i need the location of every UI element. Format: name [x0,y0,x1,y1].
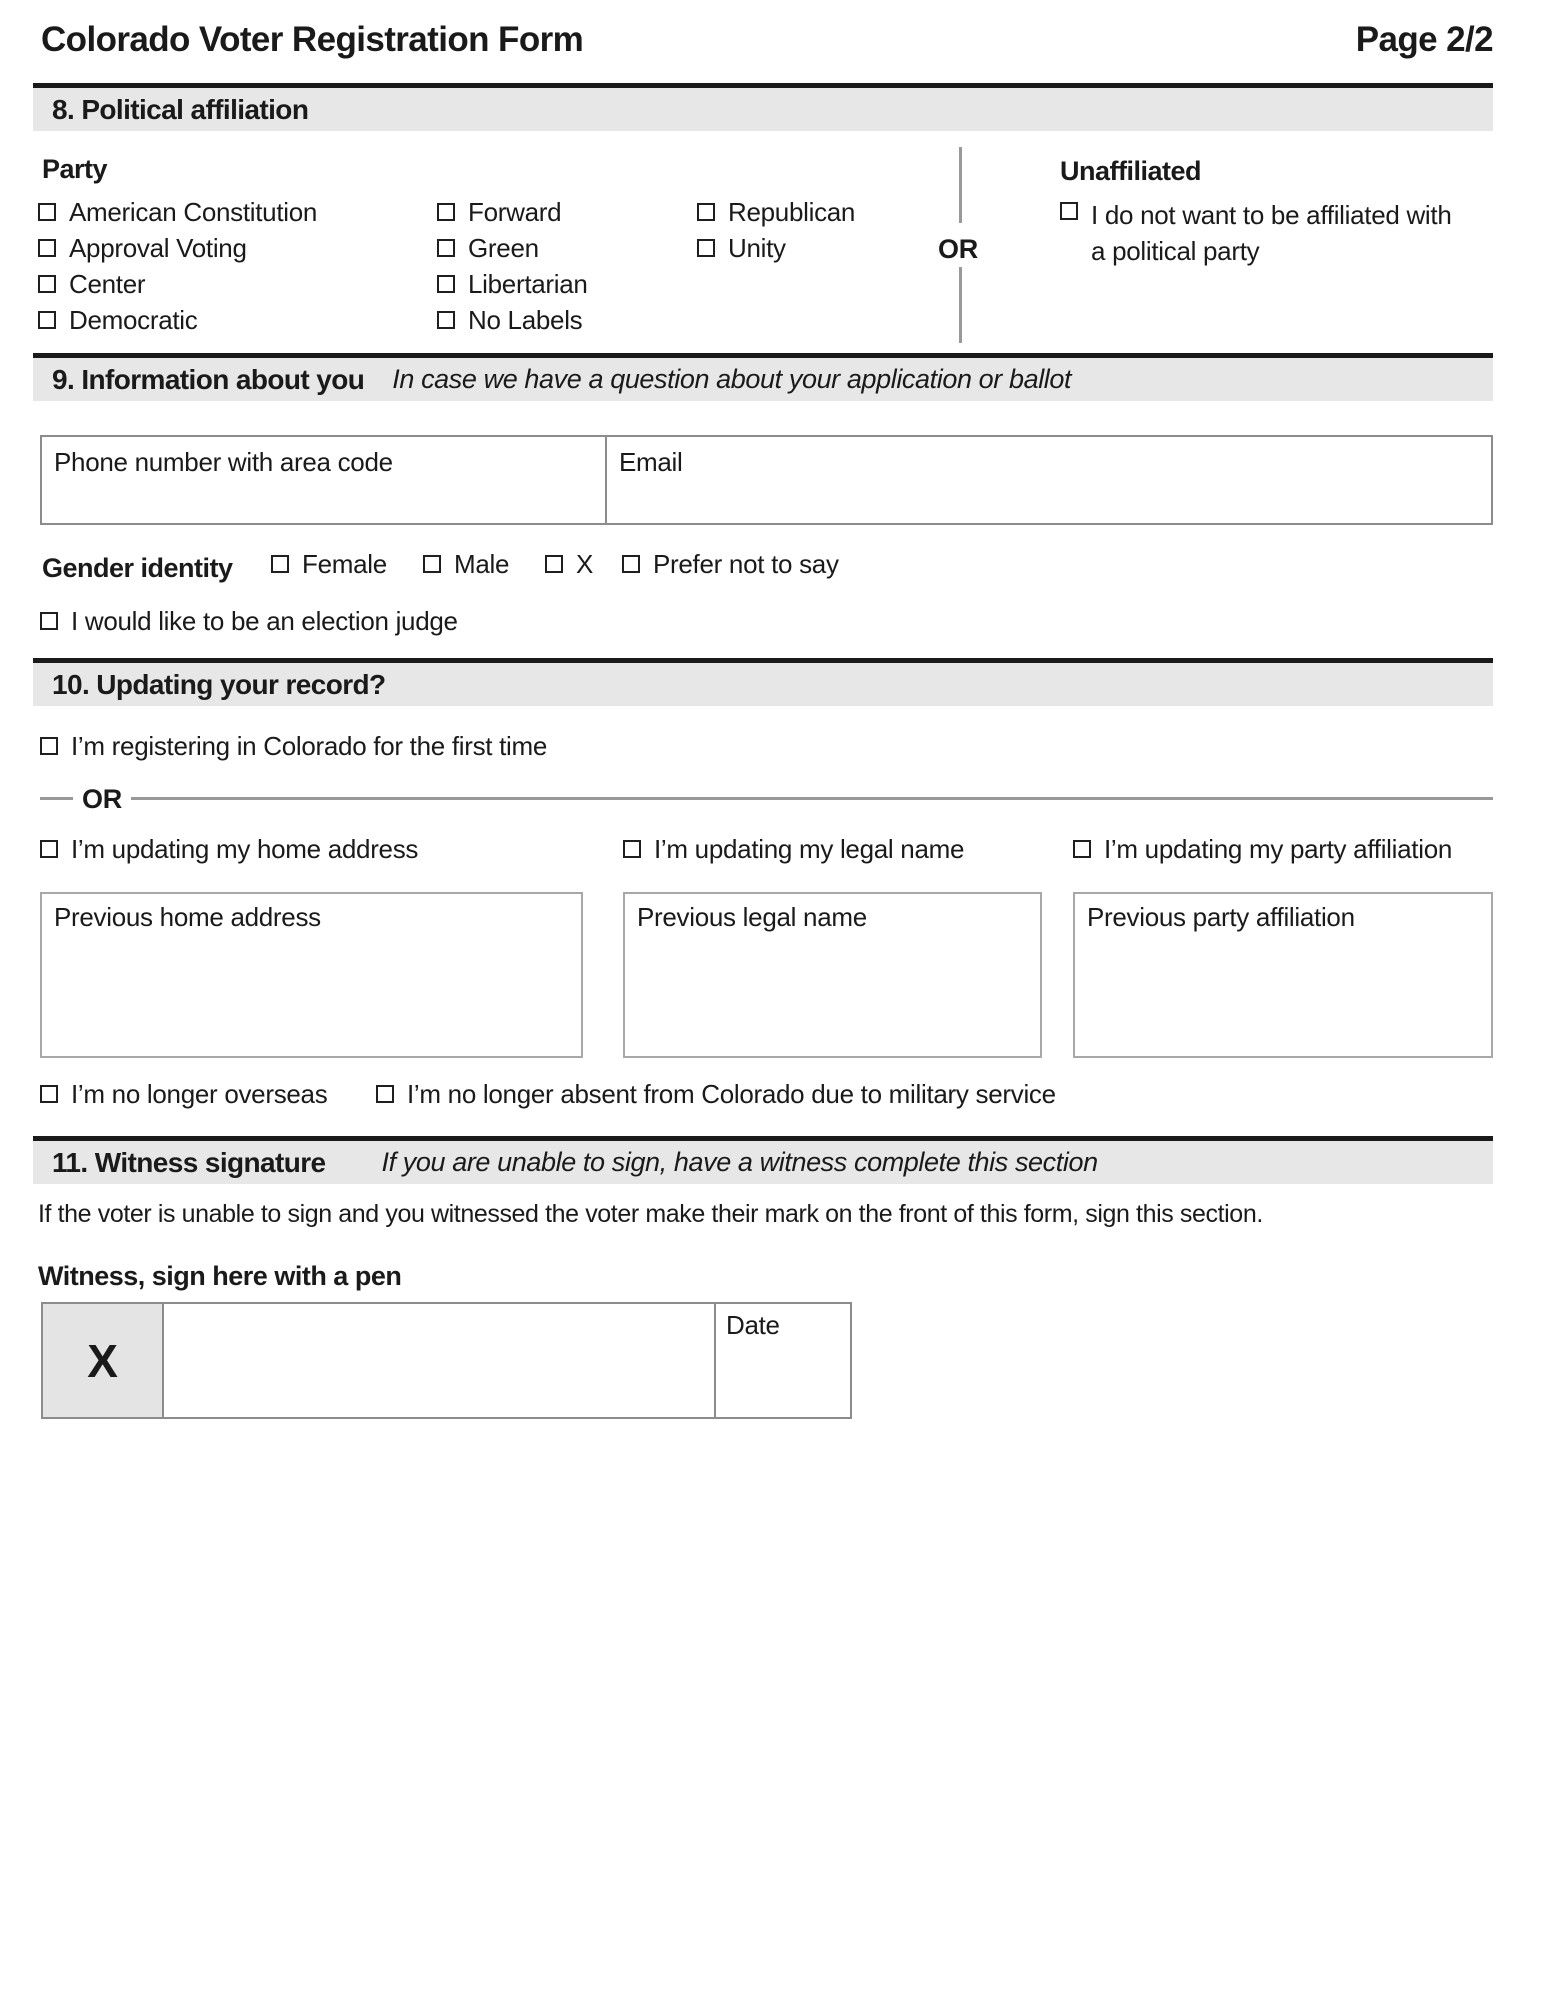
checkbox[interactable] [38,239,56,257]
no-longer-absent-military-option[interactable]: I’m no longer absent from Colorado due to military service [376,1081,1056,1107]
gender-identity-label: Gender identity [42,553,233,583]
section8-title: 8. Political affiliation [52,93,309,125]
checkbox[interactable] [271,555,289,573]
witness-signature-field[interactable] [164,1304,714,1417]
update-home-address-option[interactable]: I’m updating my home address [40,836,418,862]
witness-sign-label: Witness, sign here with a pen [38,1261,402,1291]
witness-instructions: If the voter is unable to sign and you witnessed the voter make their mark on the front of this form, sign this section. [38,1200,1263,1228]
first-time-option[interactable]: I’m registering in Colorado for the first time [40,733,547,759]
previous-party-affiliation-field[interactable] [1073,892,1493,1058]
checkbox[interactable] [622,555,640,573]
section10-header [33,663,1493,706]
previous-home-address-field[interactable] [40,892,583,1058]
update-party-affiliation-option[interactable]: I’m updating my party affiliation [1073,836,1452,862]
checkbox[interactable] [437,239,455,257]
party-option-approval-voting[interactable]: Approval Voting [38,235,247,261]
or-vertical-rule-top [959,147,962,223]
party-option-democratic[interactable]: Democratic [38,307,197,333]
checkbox[interactable] [623,840,641,858]
witness-date-field[interactable] [714,1304,850,1417]
phone-field[interactable] [42,437,605,523]
checkbox[interactable] [437,311,455,329]
checkbox[interactable] [38,203,56,221]
date-label: Date [726,1310,780,1340]
contact-fields [40,435,1493,525]
signature-x-mark: X [43,1304,164,1417]
update-or-label: OR [82,784,122,814]
section8-header [33,88,1493,131]
gender-option-female[interactable]: Female [271,551,387,577]
party-option-forward[interactable]: Forward [437,199,561,225]
or-rule-right [131,797,1493,800]
party-or-label: OR [938,234,978,264]
checkbox[interactable] [40,840,58,858]
gender-option-prefer-not-to-say[interactable]: Prefer not to say [622,551,839,577]
party-option-republican[interactable]: Republican [697,199,855,225]
checkbox[interactable] [437,275,455,293]
previous-legal-name-field[interactable] [623,892,1042,1058]
or-rule-left [40,797,73,800]
checkbox[interactable] [437,203,455,221]
phone-field-label: Phone number with area code [54,447,393,477]
checkbox[interactable] [376,1085,394,1103]
email-field-label: Email [619,447,683,477]
checkbox[interactable] [1060,202,1078,220]
party-option-no-labels[interactable]: No Labels [437,307,582,333]
election-judge-option[interactable]: I would like to be an election judge [40,608,458,634]
email-field[interactable] [605,437,1491,523]
checkbox[interactable] [38,311,56,329]
checkbox[interactable] [545,555,563,573]
unaffiliated-option[interactable]: I do not want to be affiliated with a political party [1060,197,1453,269]
section9-title: 9. Information about you [52,363,365,395]
section9-header [33,358,1493,401]
section10-title: 10. Updating your record? [52,668,386,700]
checkbox[interactable] [1073,840,1091,858]
party-option-unity[interactable]: Unity [697,235,786,261]
party-option-center[interactable]: Center [38,271,145,297]
section11-subtitle: If you are unable to sign, have a witness complete this section [381,1147,1098,1177]
previous-party-affiliation-label: Previous party affiliation [1087,902,1355,932]
page-number: Page 2/2 [1355,20,1493,59]
gender-option-x[interactable]: X [545,551,593,577]
party-option-libertarian[interactable]: Libertarian [437,271,588,297]
previous-legal-name-label: Previous legal name [637,902,867,932]
section11-header [33,1141,1493,1184]
checkbox[interactable] [40,1085,58,1103]
party-option-american-constitution[interactable]: American Constitution [38,199,317,225]
witness-signature-table [41,1302,852,1419]
checkbox[interactable] [697,239,715,257]
unaffiliated-label: Unaffiliated [1060,156,1202,186]
no-longer-overseas-option[interactable]: I’m no longer overseas [40,1081,327,1107]
section11-title: 11. Witness signature [52,1146,326,1178]
page-title: Colorado Voter Registration Form [41,20,584,59]
section9-subtitle: In case we have a question about your application or ballot [392,364,1072,394]
checkbox[interactable] [423,555,441,573]
checkbox[interactable] [40,612,58,630]
party-option-green[interactable]: Green [437,235,539,261]
or-vertical-rule-bottom [959,267,962,343]
checkbox[interactable] [40,737,58,755]
checkbox[interactable] [38,275,56,293]
checkbox[interactable] [697,203,715,221]
update-legal-name-option[interactable]: I’m updating my legal name [623,836,964,862]
previous-home-address-label: Previous home address [54,902,321,932]
party-label: Party [42,154,108,184]
gender-option-male[interactable]: Male [423,551,509,577]
